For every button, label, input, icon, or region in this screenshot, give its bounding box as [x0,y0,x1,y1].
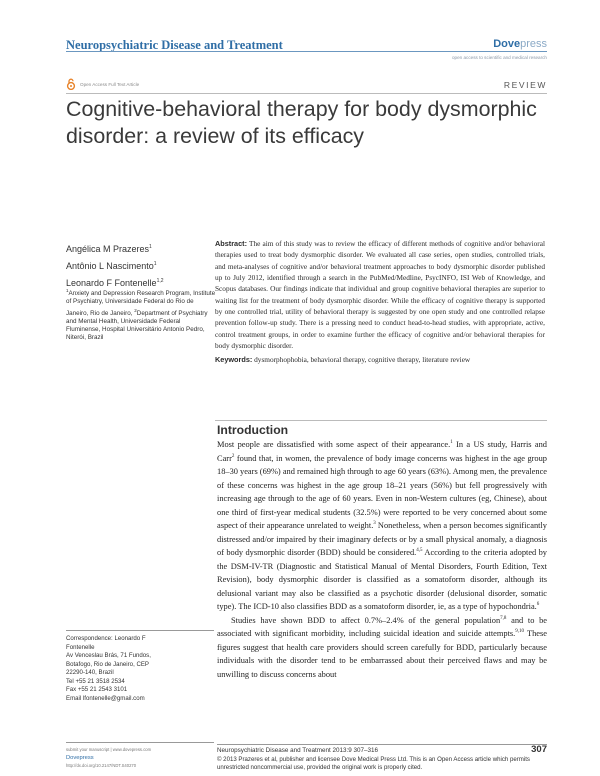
citation-ref[interactable]: 3 [373,521,376,527]
correspondence-email[interactable]: Email lfontenelle@gmail.com [66,694,145,702]
abstract-rule [215,420,547,421]
brand-bold: Dove [493,38,521,50]
journal-name[interactable]: Neuropsychiatric Disease and Treatment [66,38,283,52]
affiliations: $^1$Anxiety and Depression Research Program, Institute of Psychiatry, Universidade Federal do Rio de Janeiro, Rio de Janeiro, $^2$Department of Psychiatry and Mental Health, Universidade Federal Fluminense, Hospital Universitário Antonio Pedro, Niterói, Brazil [66,288,216,342]
keywords [215,354,545,365]
open-access-badge [66,78,139,90]
correspondence-rule [66,630,214,631]
type-rule [66,93,547,94]
correspondence: Correspondence: Leonardo F Fontenelle Av Venceslau Brás, 71 Fundos, Botafogo, Rio de Janeiro, CEP 22290-140, Brazil Tel +55 21 3518 2534 Fax +55 21 2543 3101 Email lfontenelle@gmail.com [66,635,214,703]
footer-rule [217,744,547,745]
publisher-tagline: open access to scientific and medical research [452,55,547,60]
body-text [217,438,547,681]
footer-left [66,746,151,770]
body-paragraph-2: Studies have shown BDD to affect 0.7%–2.4% of the general population$^{7,8}$ and to be associated with significant morbidity, including suicidal ideation and suicide attempts.$^{9,10}$ These figures suggest that health care providers should screen carefully for BDD, particularly because individuals with the disorder tend to be embarrassed about their perceived flaws and may be unwilling to discuss concerns about [217,615,548,679]
open-access-label: Open Access Full Text Article [80,81,140,87]
article-type: REVIEW [503,80,547,90]
body-paragraph-1: Most people are dissatisfied with some aspect of their appearance.$^1$ In a US study, Harris and Carr$^2$ found that, in women, the prevalence of body image concerns was highest in the age group 18–30 years (69%) and remained high through to age 60 years (63%). Among men, the prevalence of these concerns was highest in the age group 18–21 years (56%) but fell progressively with increasing age through to the age of 60 years. Even in non-Western cultures (eg, Chinese), about one third of first-year medical students (32.5%) were reported to be very concerned about some aspect of their appearance unrelated to weight.$^3$ Nonetheless, when a person becomes significantly distressed and/or impaired by their imaginary defects or by a small physical anomaly, a diagnosis of body dysmorphic disorder (BDD) should be considered.$^{4,5}$ According to the criteria adopted by the DSM-IV-TR (Diagnostic and Statistical Manual of Mental Disorders, Fourth Edition, Text Revision), body dysmorphic disorder is classified as a somatoform disorder, although its delusional variant may also be classified as a psychotic disorder (delusional disorder, somatic type). The ICD-10 also classifies BDD as a somatoform disorder, ie, as a type of hypochondria.$^6$ [217,440,548,611]
section-heading-introduction: Introduction [217,423,289,437]
brand-light: press [520,38,547,50]
author-list [66,240,226,291]
citation-ref[interactable]: 9,10 [515,629,525,635]
citation-ref[interactable]: 6 [536,602,540,608]
open-access-lock-icon [66,78,76,90]
author-2[interactable]: Antônio L Nascimento$^1$ [66,261,157,271]
citation-ref[interactable]: 4,5 [416,548,423,554]
author-3[interactable]: Leonardo F Fontenelle$^{1,2}$ [66,278,164,288]
footer-brand[interactable]: Dovepress [66,755,94,761]
dovepress-logo[interactable] [493,38,547,50]
keywords-label: Keywords: [215,355,253,365]
author-1[interactable]: Angélica M Prazeres$^1$ [66,244,152,254]
article-title: Cognitive-behavioral therapy for body dysmorphic disorder: a review of its efficacy [66,97,537,148]
citation-ref[interactable]: 2 [231,453,235,459]
abstract-label: Abstract: [215,239,248,248]
abstract-paragraph [215,238,545,351]
page-number: 307 [531,744,547,755]
citation-ref[interactable]: 7,8 [500,615,507,621]
abstract [215,238,545,420]
keywords-text: dysmorphophobia, behavioral therapy, cognitive therapy, literature review [254,355,471,365]
license-text: © 2013 Prazeres et al, publisher and licensee Dove Medical Press Ltd. This is an Open Access article which permits unrestricted noncommercial use, provided the original work is properly cited. [217,756,530,771]
abstract-text: The aim of this study was to review the efficacy of different methods of cognitive and/or behavioral therapies used to treat body dysmorphic disorder. We evaluated all case series, open studies, controlled trials, and meta-analyses of cognitive and/or behavioral treatment approaches to body dysmorphic disorder published up to July 2012, identified through a search in the PubMed/Medline, PsycINFO, ISI Web of Knowledge, and Scopus databases. Our findings indicate that individual and group cognitive behavioral therapies are superior to waiting list for the treatment of body dysmorphic disorder. While the efficacy of cognitive therapy is supported by one controlled trial, utility of behavioral therapy is suggested by one open study and one controlled relapse prevention follow-up study. There is a pressing need to conduct head-to-head studies, with appropriate, active, control treatment groups, in order to examine further the efficacy of cognitive and/or behavioral therapies for body dysmorphic disorder. [215,239,546,351]
footer-left-rule [66,742,214,743]
submit-manuscript-link[interactable]: submit your manuscript | www.dovepress.com [66,747,152,752]
footer-citation: Neuropsychiatric Disease and Treatment 2013:9 307–316 [217,747,379,754]
top-rule [66,51,547,52]
citation-ref[interactable]: 1 [450,440,453,446]
doi-link[interactable]: http://dx.doi.org/10.2147/NDT.S40270 [66,763,137,768]
